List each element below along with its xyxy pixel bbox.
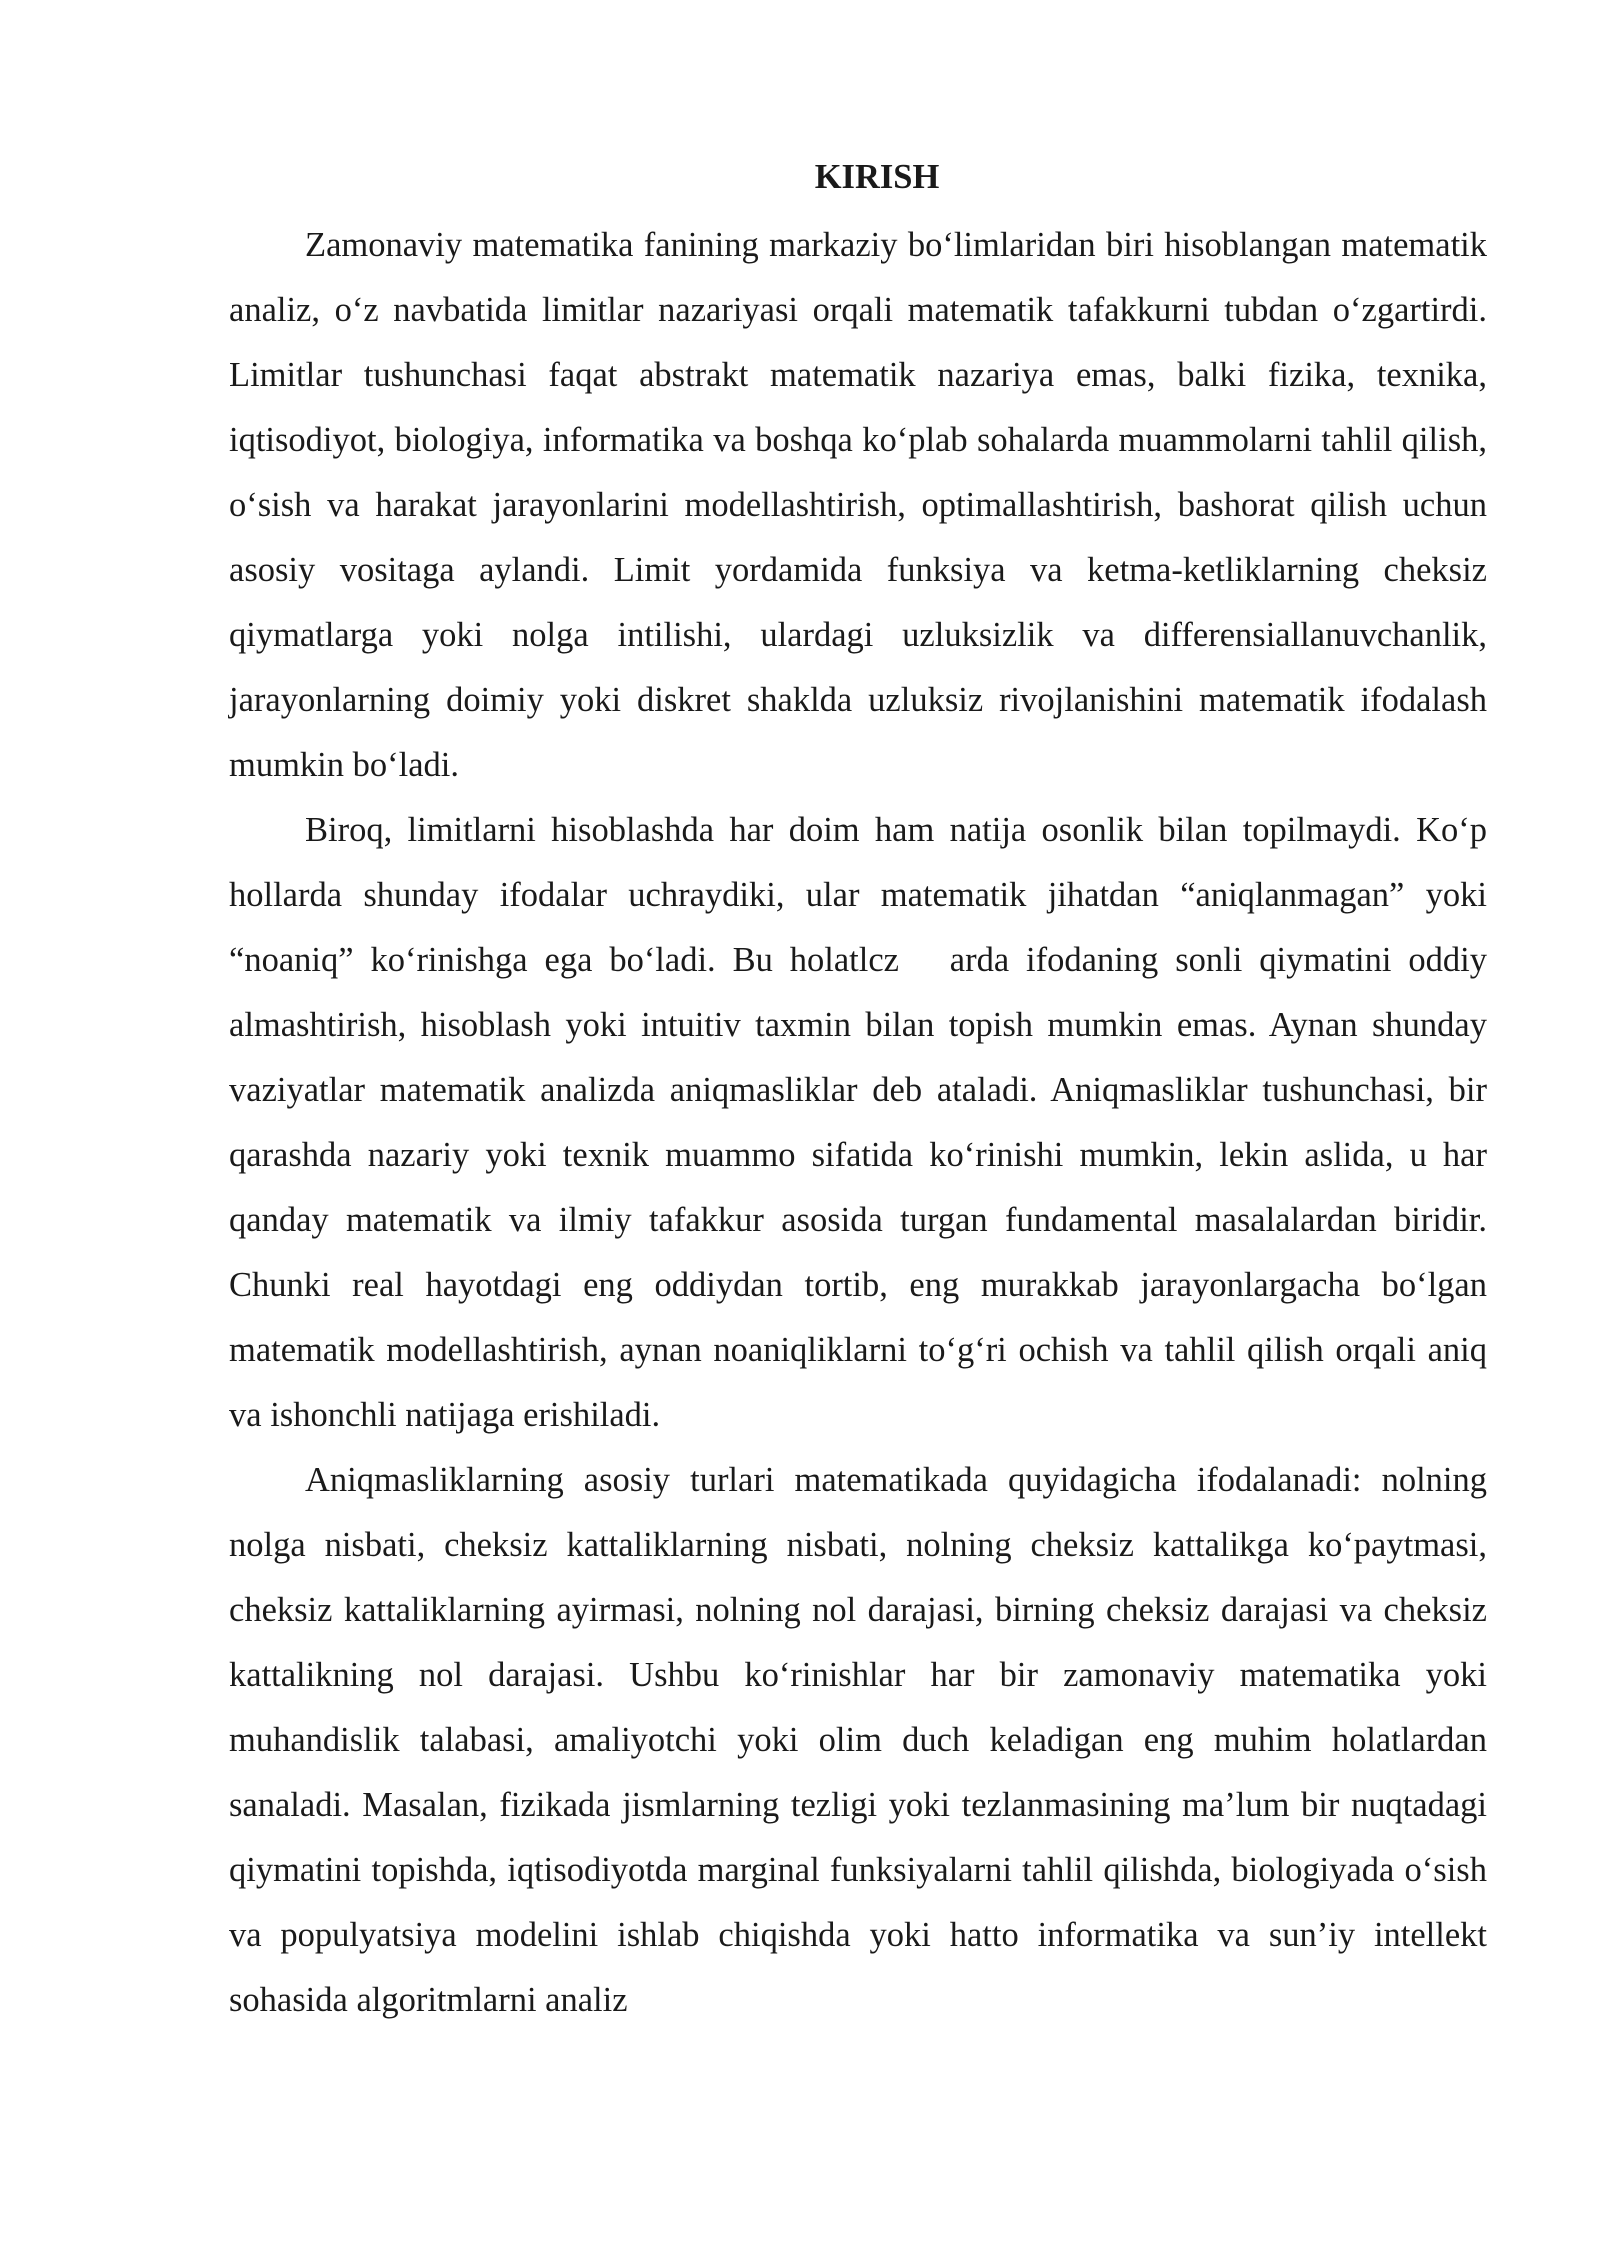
paragraph-2: Biroq, limitlarni hisoblashda har doim ham natija osonlik bilan topilmaydi. Ko‘p hollarda shunday ifodalar uchraydiki, ular matematik jihatdan “aniqlanmagan” yoki “noaniq” ko‘rinishga ega bo‘ladi. Bu holatlcz arda ifodaning sonli qiymatini oddiy almashtirish, hisoblash yoki intuitiv taxmin bilan topish mumkin emas. Aynan shunday vaziyatlar matematik analizda aniqmasliklar deb ataladi. Aniqmasliklar tushunchasi, bir qarashda nazariy yoki texnik muammo sifatida ko‘rinishi mumkin, lekin aslida, u har qanday matematik va ilmiy tafakkur asosida turgan fundamental masalalardan biridir. Chunki real hayotdagi eng oddiydan tortib, eng murakkab jarayonlargacha bo‘lgan matematik modellashtirish, aynan noaniqliklarni to‘g‘ri ochish va tahlil qilish orqali aniq va ishonchli natijaga erishiladi. xyxy=(229,811,1496,1434)
document-body xyxy=(229,148,1496,2033)
paragraph-1: Zamonaviy matematika fanining markaziy bo‘limlaridan biri hisoblangan matematik analiz, o‘z navbatida limitlar nazariyasi orqali matematik tafakkurni tubdan o‘zgartirdi. Limitlar tushunchasi faqat abstrakt matematik nazariya emas, balki fizika, texnika, iqtisodiyot, biologiya, informatika va boshqa ko‘plab sohalarda muammolarni tahlil qilish, o‘sish va harakat jarayonlarini modellashtirish, optimallashtirish, bashorat qilish uchun asosiy vositaga aylandi. Limit yordamida funksiya va ketma-ketliklarning cheksiz qiymatlarga yoki nolga intilishi, ulardagi uzluksizlik va differensiallanuvchanlik, jarayonlarning doimiy yoki diskret shaklda uzluksiz rivojlanishini matematik ifodalash mumkin bo‘ladi. xyxy=(229,226,1487,784)
page-title: KIRISH xyxy=(814,158,940,196)
paragraph-3: Aniqmasliklarning asosiy turlari matematikada quyidagicha ifodalanadi: nolning nolga nisbati, cheksiz kattaliklarning nisbati, nolning cheksiz kattalikga ko‘paytmasi, cheksiz kattaliklarning ayirmasi, nolning nol darajasi, birning cheksiz darajasi va cheksiz kattalikning nol darajasi. Ushbu ko‘rinishlar har bir zamonaviy matematika yoki muhandislik talabasi, amaliyotchi yoki olim duch keladigan eng muhim holatlardan sanaladi. Masalan, fizikada jismlarning tezligi yoki tezlanmasining ma’lum bir nuqtadagi qiymatini topishda, iqtisodiyotda marginal funksiyalarni tahlil qilishda, biologiyada o‘sish va populyatsiya modelini ishlab chiqishda yoki hatto informatika va sun’iy intellekt sohasida algoritmlarni analiz xyxy=(229,1461,1487,2019)
